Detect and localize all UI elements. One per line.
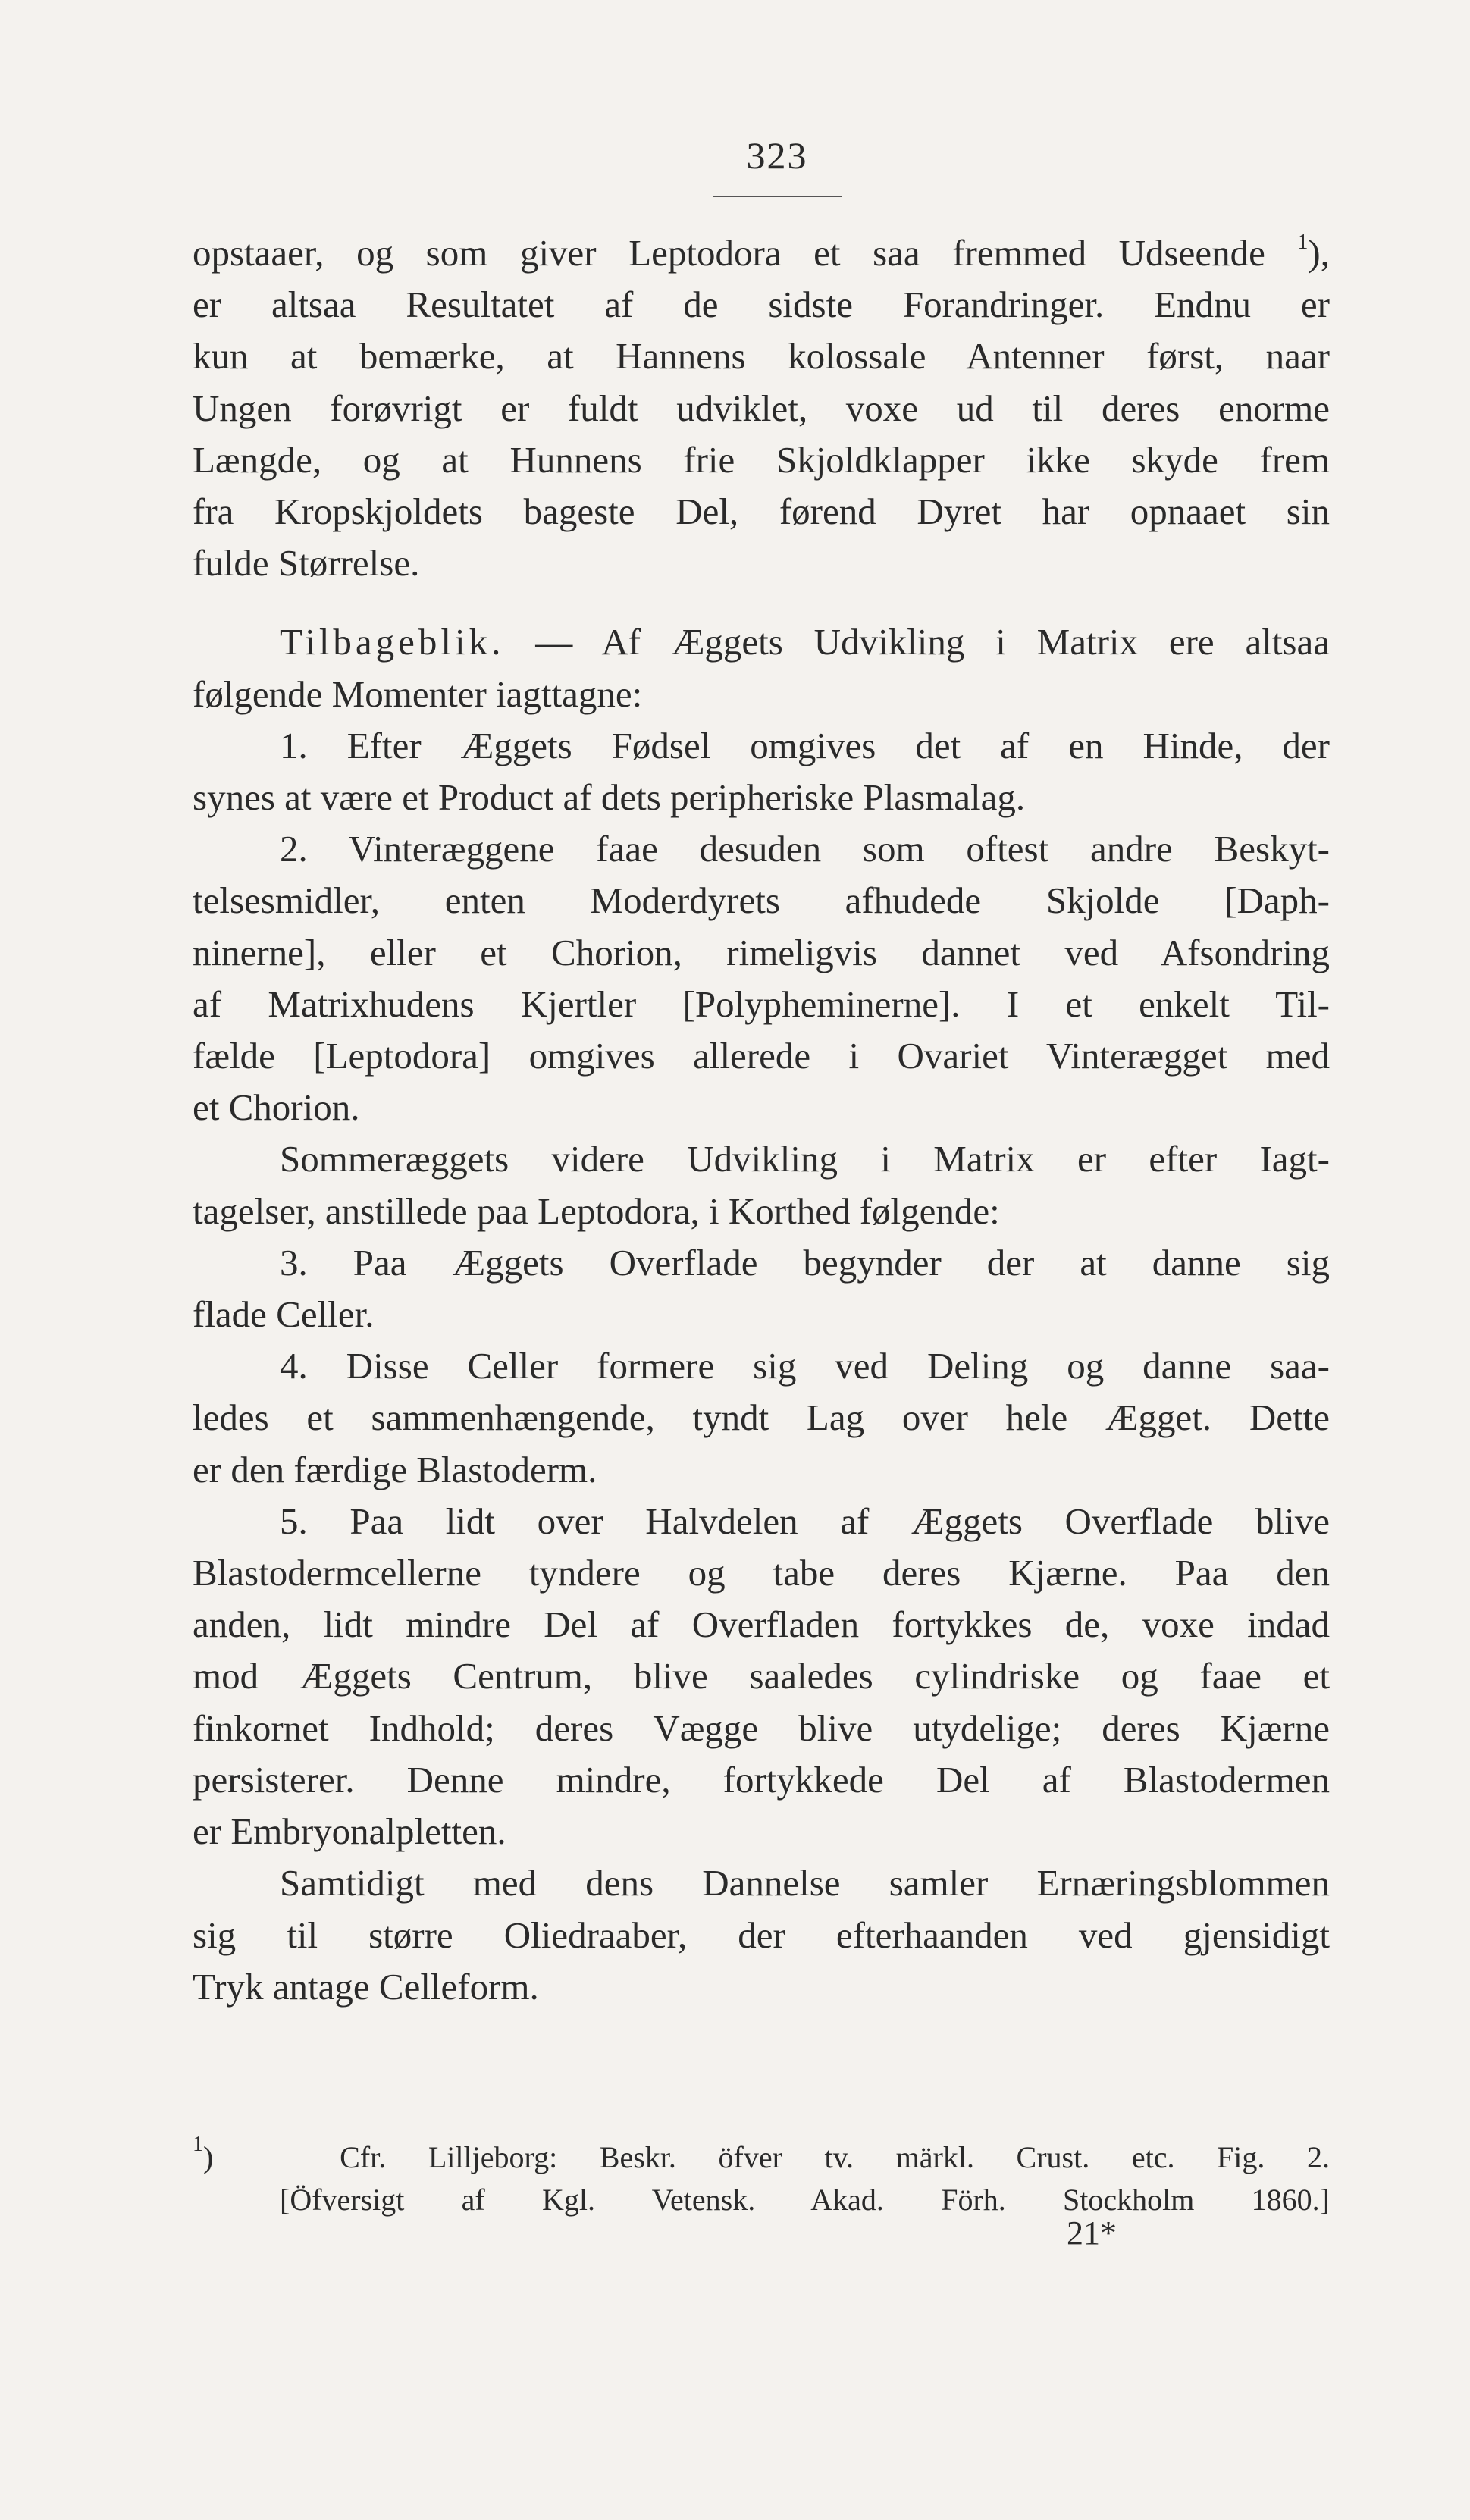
body-text bbox=[193, 227, 1330, 2013]
text-line: 3. Paa Æggets Overflade begynder der at danne sig bbox=[280, 1241, 1330, 1284]
text-line: sig til større Oliedraaber, der efterhaanden ved gjensidigt bbox=[193, 1914, 1330, 1956]
text-line: mod Æggets Centrum, blive saaledes cylindriske og faae et bbox=[193, 1655, 1330, 1697]
footnote-line: $^1$) Cfr. Lilljeborg: Beskr. öfver tv. märkl. Crust. etc. Fig. 2. bbox=[193, 2133, 1331, 2174]
text-line: opstaaer, og som giver Leptodora et saa fremmed Udseende $^1$), bbox=[193, 230, 1330, 274]
text-line: er altsaa Resultatet af de sidste Forandringer. Endnu er bbox=[193, 284, 1330, 326]
text-line: Blastodermcellerne tyndere og tabe deres Kjærne. Paa den bbox=[193, 1552, 1330, 1594]
text-line: persisterer. Denne mindre, fortykkede Del af Blastodermen bbox=[193, 1758, 1330, 1801]
text-line: Ungen forøvrigt er fuldt udviklet, voxe ud til deres enorme bbox=[193, 387, 1330, 429]
text-line: Længde, og at Hunnens frie Skjoldklapper ikke skyde frem bbox=[193, 438, 1330, 481]
text-line: fra Kropskjoldets bageste Del, førend Dyret har opnaaet sin bbox=[193, 491, 1330, 533]
text-line: 4. Disse Celler formere sig ved Deling og danne saa- bbox=[280, 1345, 1330, 1387]
text-line: finkornet Indhold; deres Vægge blive utydelige; deres Kjærne bbox=[193, 1707, 1330, 1749]
text-line: ledes et sammenhængende, tyndt Lag over hele Ægget. Dette bbox=[193, 1396, 1330, 1439]
text-line: Tryk antage Celleform. bbox=[193, 1965, 539, 2008]
text-line: er den færdige Blastoderm. bbox=[193, 1448, 597, 1490]
text-line: tagelser, anstillede paa Leptodora, i Korthed følgende: bbox=[193, 1189, 1000, 1232]
text-line: fælde [Leptodora] omgives allerede i Ovariet Vinterægget med bbox=[193, 1035, 1330, 1077]
text-line: ninerne], eller et Chorion, rimeligvis dannet ved Afsondring bbox=[193, 931, 1330, 973]
footnote-marker: 1 bbox=[1297, 230, 1309, 254]
text-line: fulde Størrelse. bbox=[193, 542, 420, 585]
text-line: 5. Paa lidt over Halvdelen af Æggets Overflade blive bbox=[280, 1500, 1330, 1542]
text-line: 2. Vinteræggene faae desuden som oftest andre Beskyt- bbox=[280, 828, 1330, 870]
section-heading: Tilbageblik. bbox=[280, 621, 505, 663]
text-line: anden, lidt mindre Del af Overfladen fortykkes de, voxe indad bbox=[193, 1603, 1330, 1646]
text-line: telsesmidler, enten Moderdyrets afhudede Skjolde [Daph- bbox=[193, 879, 1330, 922]
text-line: 1. Efter Æggets Fødsel omgives det af en Hinde, der bbox=[280, 724, 1330, 766]
footnote-ref-marker: 1 bbox=[193, 2133, 203, 2156]
text-line: følgende Momenter iagttagne: bbox=[193, 672, 643, 715]
text-line: Tilbageblik. — Af Æggets Udvikling i Matrix ere altsaa bbox=[280, 621, 1330, 663]
text-line: synes at være et Product af dets peripheriske Plasmalag. bbox=[193, 776, 1026, 819]
text-line: af Matrixhudens Kjertler [Polypheminerne]. I et enkelt Til- bbox=[193, 983, 1330, 1025]
text-line: er Embryonalpletten. bbox=[193, 1810, 506, 1853]
text-line: et Chorion. bbox=[193, 1086, 360, 1129]
footnote bbox=[193, 2133, 1331, 2221]
footnote-line: [Öfversigt af Kgl. Vetensk. Akad. Förh. Stockholm 1860.] bbox=[280, 2183, 1330, 2217]
page-number-rule bbox=[713, 196, 842, 197]
page-number: 323 bbox=[746, 134, 808, 177]
text-line: kun at bemærke, at Hannens kolossale Antenner først, naar bbox=[193, 335, 1330, 378]
text-line: Sommeræggets videre Udvikling i Matrix er efter Iagt- bbox=[280, 1138, 1330, 1180]
signature-mark: 21* bbox=[1067, 2214, 1117, 2252]
text-line: Samtidigt med dens Dannelse samler Ernæringsblommen bbox=[280, 1862, 1330, 1904]
text-line: flade Celler. bbox=[193, 1293, 375, 1336]
